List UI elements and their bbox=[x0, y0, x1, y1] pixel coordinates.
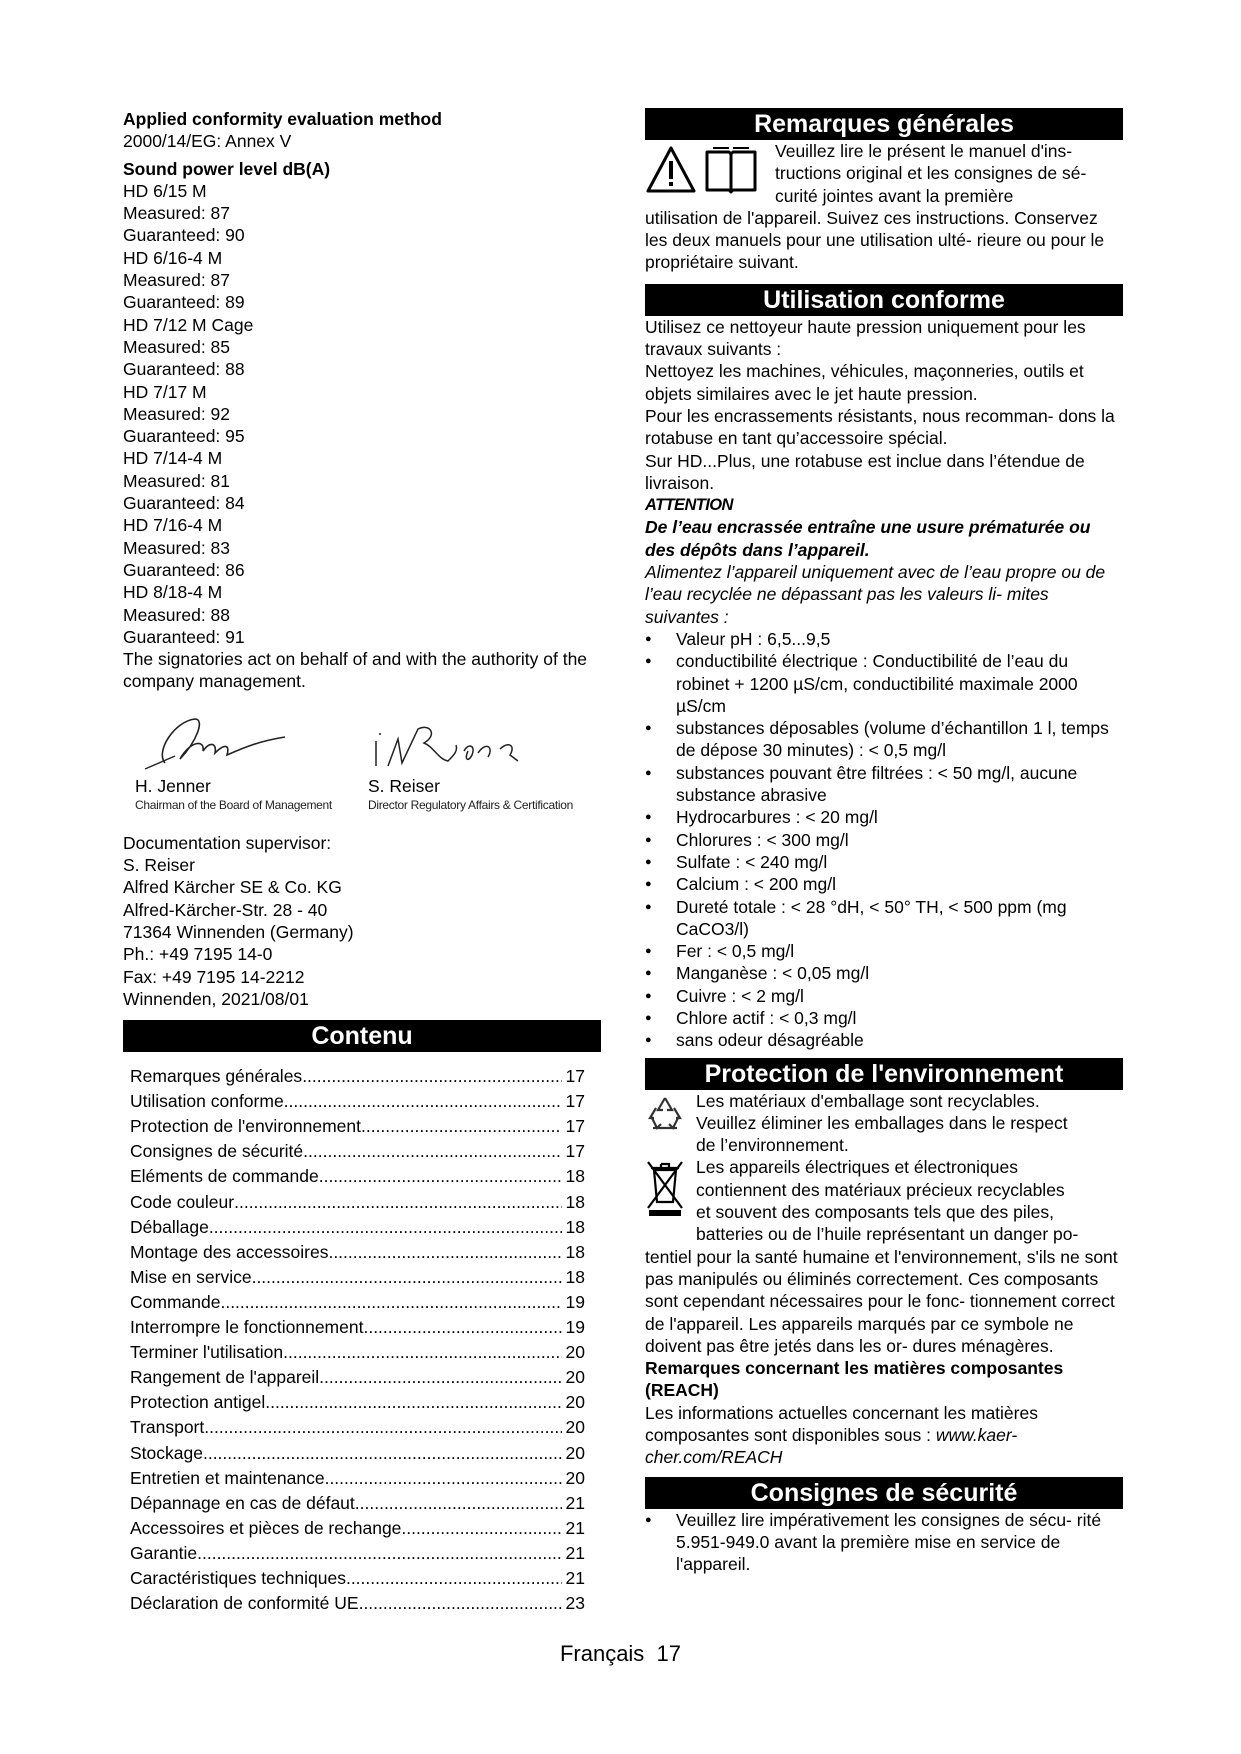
sound-level-line: Measured: 92 bbox=[123, 403, 231, 424]
toc-leader-dots bbox=[303, 1139, 561, 1164]
safety-item: ● Veuillez lire impérativement les consignes de sécu- rité 5.951-949.0 avant la première mise en service de l'appareil. bbox=[645, 1509, 1123, 1576]
sound-level-list bbox=[123, 180, 601, 648]
crossed-bin-icon bbox=[645, 1158, 685, 1218]
toc-leader-dots bbox=[252, 1265, 562, 1290]
documentation-line: S. Reiser bbox=[123, 855, 195, 876]
reach-text bbox=[645, 1402, 1123, 1469]
general-notes-heading: Remarques générales bbox=[645, 108, 1123, 140]
weee-text: tentiel pour la santé humaine et l'environnement, s'ils ne sont pas manipulés ou éliminés correctement. Ces composants sont cependant nécessaires pour le fonc- tionnement correct de l'appareil. Les appareils marqués par ce symbole ne doivent pas être jetés dans les or- dures ménagères. bbox=[645, 1246, 1118, 1356]
sound-level-line: Measured: 81 bbox=[123, 470, 231, 491]
intended-use-heading: Utilisation conforme bbox=[645, 284, 1123, 316]
toc-leader-dots bbox=[234, 1190, 561, 1215]
toc-leader-dots bbox=[209, 1215, 562, 1240]
toc-entry[interactable] bbox=[130, 1190, 585, 1215]
toc-label: Consignes de sécurité bbox=[130, 1141, 304, 1162]
recycling-text bbox=[696, 1090, 1123, 1157]
footer-page-number: 17 bbox=[656, 1641, 682, 1666]
toc-label: Eléments de commande bbox=[130, 1166, 319, 1187]
sound-level-line: Guaranteed: 95 bbox=[123, 426, 245, 447]
toc-entry[interactable] bbox=[130, 1139, 585, 1164]
signature-name: H. Jenner bbox=[135, 775, 211, 796]
sound-level-line: Guaranteed: 90 bbox=[123, 225, 245, 246]
toc-page-number: 18 bbox=[565, 1266, 585, 1287]
toc-page-number: 17 bbox=[565, 1141, 585, 1162]
toc-entry[interactable] bbox=[130, 1340, 585, 1365]
left-column bbox=[123, 108, 601, 1616]
water-limit-item: ● Chlore actif : < 0,3 mg/l bbox=[645, 1007, 1123, 1029]
attention-warning: De l’eau encrassée entraîne une usure prématurée ou des dépôts dans l’appareil. bbox=[645, 517, 1091, 560]
toc-entry[interactable] bbox=[130, 1164, 585, 1189]
general-notes-line: tructions original et les consignes de sé- bbox=[775, 163, 1087, 184]
reach-heading: Remarques concernant les matières composantes (REACH) bbox=[645, 1358, 1064, 1401]
method-title: Applied conformity evaluation method bbox=[123, 109, 442, 129]
documentation-line: 71364 Winnenden (Germany) bbox=[123, 921, 354, 942]
toc-page-number: 20 bbox=[565, 1342, 585, 1363]
sound-level-line: Guaranteed: 86 bbox=[123, 559, 245, 580]
recycling-line: Veuillez éliminer les emballages dans le respect bbox=[696, 1112, 1068, 1133]
sound-level-line: Guaranteed: 88 bbox=[123, 359, 245, 380]
toc-entry[interactable] bbox=[130, 1064, 585, 1089]
toc-label: Dépannage en cas de défaut bbox=[130, 1492, 355, 1513]
weee-line: et souvent des composants tels que des piles, bbox=[696, 1202, 1054, 1223]
weee-line: batteries ou de l’huile représentant un danger po- bbox=[696, 1224, 1079, 1245]
toc-entry[interactable] bbox=[130, 1541, 585, 1566]
toc-label: Entretien et maintenance bbox=[130, 1467, 325, 1488]
signature-role: Chairman of the Board of Management bbox=[135, 797, 332, 812]
documentation-block bbox=[123, 832, 601, 1010]
toc-label: Garantie bbox=[130, 1542, 198, 1563]
documentation-line: Fax: +49 7195 14-2212 bbox=[123, 966, 305, 987]
toc-entry[interactable] bbox=[130, 1466, 585, 1491]
signatories-text: The signatories act on behalf of and with the authority of the company management. bbox=[123, 649, 588, 692]
intended-use-paragraph: Pour les encrassements résistants, nous recomman- dons la rotabuse en tant qu’accessoire spécial. bbox=[645, 405, 1115, 449]
documentation-line: Documentation supervisor: bbox=[123, 832, 332, 853]
toc-label: Accessoires et pièces de rechange bbox=[130, 1517, 402, 1538]
toc-leader-dots bbox=[363, 1315, 561, 1340]
toc-leader-dots bbox=[220, 1290, 561, 1315]
sound-level-line: HD 6/16-4 M bbox=[123, 247, 223, 268]
toc-page-number: 19 bbox=[565, 1317, 585, 1338]
sound-level-line: HD 7/12 M Cage bbox=[123, 314, 254, 335]
weee-line: Les appareils électriques et électroniques bbox=[696, 1157, 1018, 1178]
toc-leader-dots bbox=[319, 1365, 561, 1390]
toc-entry[interactable] bbox=[130, 1290, 585, 1315]
water-limit-item: ● Calcium : < 200 mg/l bbox=[645, 873, 1123, 895]
recycling-line: de l’environnement. bbox=[696, 1135, 849, 1156]
recycling-icon-cell bbox=[645, 1090, 696, 1157]
toc-page-number: 20 bbox=[565, 1417, 585, 1438]
signatures bbox=[135, 711, 601, 814]
toc-label: Protection antigel bbox=[130, 1392, 266, 1413]
water-limit-item: ● sans odeur désagréable bbox=[645, 1029, 1123, 1051]
method-value: 2000/14/EG: Annex V bbox=[123, 131, 292, 152]
toc-page-number: 17 bbox=[565, 1091, 585, 1112]
signature-role: Director Regulatory Affairs & Certification bbox=[368, 797, 573, 812]
toc-page-number: 21 bbox=[565, 1542, 585, 1563]
water-limit-item: ● Cuivre : < 2 mg/l bbox=[645, 985, 1123, 1007]
page-footer bbox=[0, 1641, 1241, 1667]
sound-title: Sound power level dB(A) bbox=[123, 158, 331, 179]
water-limit-item: ● substances pouvant être filtrées : < 50 mg/l, aucune substance abrasive bbox=[645, 762, 1123, 807]
signature-jenner bbox=[135, 711, 368, 814]
toc-entry[interactable] bbox=[130, 1114, 585, 1139]
toc-page-number: 20 bbox=[565, 1467, 585, 1488]
sound-level-line: HD 7/17 M bbox=[123, 381, 207, 402]
toc-entry[interactable] bbox=[130, 1591, 585, 1616]
toc-label: Montage des accessoires bbox=[130, 1241, 329, 1262]
toc-label: Interrompre le fonctionnement bbox=[130, 1317, 364, 1338]
toc-entry[interactable] bbox=[130, 1215, 585, 1240]
sound-level-line: Measured: 87 bbox=[123, 203, 231, 224]
toc-label: Protection de l'environnement bbox=[130, 1116, 361, 1137]
attention-instruction: Alimentez l’appareil uniquement avec de l’eau propre ou de l’eau recyclée ne dépassant pas les valeurs li- mites suivantes : bbox=[645, 562, 1106, 627]
sound-level-line: HD 7/14-4 M bbox=[123, 448, 223, 469]
water-limit-item: ● Chlorures : < 300 mg/l bbox=[645, 829, 1123, 851]
toc-label: Remarques générales bbox=[130, 1066, 303, 1087]
water-limit-item: ● conductibilité électrique : Conductibilité de l’eau du robinet + 1200 µS/cm, conductibilité maximale 2000 µS/cm bbox=[645, 650, 1123, 717]
toc-page-number: 20 bbox=[565, 1367, 585, 1388]
weee-note bbox=[645, 1156, 1123, 1245]
toc-label: Stockage bbox=[130, 1442, 203, 1463]
toc-entry[interactable] bbox=[130, 1491, 585, 1516]
toc-page-number: 18 bbox=[565, 1166, 585, 1187]
toc-leader-dots bbox=[265, 1390, 561, 1415]
toc-page-number: 18 bbox=[565, 1241, 585, 1262]
toc-entry[interactable] bbox=[130, 1240, 585, 1265]
intended-use-paragraph: Sur HD...Plus, une rotabuse est inclue dans l’étendue de livraison. bbox=[645, 450, 1085, 493]
water-limit-item: ● Valeur pH : 6,5...9,5 bbox=[645, 628, 1123, 650]
toc-label: Déclaration de conformité UE bbox=[130, 1593, 359, 1614]
environment-heading: Protection de l'environnement bbox=[645, 1058, 1123, 1090]
toc-entry[interactable] bbox=[130, 1089, 585, 1114]
documentation-line: Alfred-Kärcher-Str. 28 - 40 bbox=[123, 899, 328, 920]
recycling-icon bbox=[645, 1094, 685, 1134]
toc-leader-dots bbox=[328, 1240, 561, 1265]
sound-level-line: HD 7/16-4 M bbox=[123, 515, 223, 536]
water-limit-item: ● substances déposables (volume d’échantillon 1 l, temps de dépose 30 minutes) : < 0,5 mg/l bbox=[645, 717, 1123, 762]
toc-page-number: 18 bbox=[565, 1216, 585, 1237]
toc-leader-dots bbox=[361, 1114, 562, 1139]
toc-page-number: 18 bbox=[565, 1191, 585, 1212]
right-column bbox=[645, 108, 1123, 1576]
general-notes-icon-text bbox=[775, 140, 1123, 207]
reach-description: Les informations actuelles concernant les matières composantes sont disponibles sous : bbox=[645, 1402, 1038, 1446]
toc-leader-dots bbox=[284, 1089, 562, 1114]
footer-language: Français bbox=[559, 1641, 645, 1666]
documentation-line: Winnenden, 2021/08/01 bbox=[123, 988, 309, 1009]
documentation-line: Ph.: +49 7195 14-0 bbox=[123, 944, 273, 965]
toc-leader-dots bbox=[359, 1591, 562, 1616]
toc-page-number: 23 bbox=[565, 1593, 585, 1614]
toc-page-number: 20 bbox=[565, 1392, 585, 1413]
general-notes-intro bbox=[645, 140, 1123, 207]
water-limit-item: ● Fer : < 0,5 mg/l bbox=[645, 940, 1123, 962]
sound-level-line: HD 6/15 M bbox=[123, 180, 207, 201]
general-notes-text: utilisation de l'appareil. Suivez ces instructions. Conservez les deux manuels pour une utilisation ulté- rieure ou pour le propriétaire suivant. bbox=[645, 207, 1105, 273]
toc-entry[interactable] bbox=[130, 1390, 585, 1415]
table-of-contents bbox=[130, 1064, 585, 1616]
toc-entry[interactable] bbox=[130, 1315, 585, 1340]
toc-leader-dots bbox=[197, 1541, 561, 1566]
general-notes-line: Veuillez lire le présent le manuel d'ins- bbox=[775, 141, 1073, 161]
toc-label: Code couleur bbox=[130, 1191, 235, 1212]
toc-label: Utilisation conforme bbox=[130, 1091, 284, 1112]
toc-leader-dots bbox=[346, 1566, 562, 1591]
reach-link[interactable]: www.kaer- cher.com/REACH bbox=[645, 1425, 1018, 1468]
sound-level-line: Guaranteed: 89 bbox=[123, 292, 245, 313]
toc-label: Mise en service bbox=[130, 1266, 252, 1287]
general-notes-line: curité jointes avant la première bbox=[775, 185, 1014, 206]
sound-level-line: Guaranteed: 91 bbox=[123, 626, 245, 647]
weee-icon-cell bbox=[645, 1156, 696, 1245]
toc-label: Rangement de l'appareil bbox=[130, 1367, 320, 1388]
toc-entry[interactable] bbox=[130, 1566, 585, 1591]
toc-page-number: 20 bbox=[565, 1442, 585, 1463]
toc-leader-dots bbox=[302, 1064, 561, 1089]
toc-entry[interactable] bbox=[130, 1365, 585, 1390]
warning-triangle-icon bbox=[645, 144, 697, 196]
toc-label: Déballage bbox=[130, 1216, 209, 1237]
toc-label: Commande bbox=[130, 1291, 221, 1312]
toc-leader-dots bbox=[204, 1415, 561, 1440]
toc-leader-dots bbox=[325, 1466, 562, 1491]
signature-jenner-image bbox=[135, 711, 335, 771]
water-limits-list bbox=[645, 628, 1123, 1052]
toc-entry[interactable] bbox=[130, 1265, 585, 1290]
toc-page-number: 17 bbox=[565, 1066, 585, 1087]
water-limit-item: ● Sulfate : < 240 mg/l bbox=[645, 851, 1123, 873]
toc-page-number: 17 bbox=[565, 1116, 585, 1137]
sound-level-line: HD 8/18-4 M bbox=[123, 582, 223, 603]
toc-leader-dots bbox=[319, 1164, 562, 1189]
water-limit-item: ● Manganèse : < 0,05 mg/l bbox=[645, 962, 1123, 984]
toc-page-number: 21 bbox=[565, 1567, 585, 1588]
toc-leader-dots bbox=[203, 1441, 562, 1466]
toc-label: Terminer l'utilisation bbox=[130, 1342, 284, 1363]
toc-leader-dots bbox=[355, 1491, 562, 1516]
weee-line: contiennent des matériaux précieux recyclables bbox=[696, 1179, 1065, 1200]
safety-list bbox=[645, 1509, 1123, 1576]
signature-reiser-image bbox=[368, 711, 568, 771]
intended-use-paragraph: Nettoyez les machines, véhicules, maçonneries, outils et objets similaires avec le jet haute pression. bbox=[645, 361, 1084, 404]
signature-reiser bbox=[368, 711, 601, 814]
toc-page-number: 21 bbox=[565, 1517, 585, 1538]
toc-entry[interactable] bbox=[130, 1415, 585, 1440]
toc-entry[interactable] bbox=[130, 1516, 585, 1541]
intended-use-text bbox=[645, 316, 1123, 494]
documentation-line: Alfred Kärcher SE & Co. KG bbox=[123, 877, 342, 898]
sound-level-line: Measured: 87 bbox=[123, 270, 231, 291]
recycling-note bbox=[645, 1090, 1123, 1157]
weee-icon-text bbox=[696, 1156, 1123, 1245]
signature-name: S. Reiser bbox=[368, 775, 440, 796]
sound-level-line: Measured: 85 bbox=[123, 336, 231, 357]
sound-level-line: Measured: 88 bbox=[123, 604, 231, 625]
toc-page-number: 19 bbox=[565, 1291, 585, 1312]
manual-book-icon bbox=[703, 144, 759, 196]
intended-use-paragraph: Utilisez ce nettoyeur haute pression uniquement pour les travaux suivants : bbox=[645, 316, 1086, 360]
toc-label: Caractéristiques techniques bbox=[130, 1567, 346, 1588]
sound-level-line: Measured: 83 bbox=[123, 537, 231, 558]
recycling-line: Les matériaux d'emballage sont recyclables. bbox=[696, 1090, 1040, 1111]
sound-level-line: Guaranteed: 84 bbox=[123, 493, 245, 514]
safety-heading: Consignes de sécurité bbox=[645, 1477, 1123, 1509]
toc-entry[interactable] bbox=[130, 1441, 585, 1466]
toc-page-number: 21 bbox=[565, 1492, 585, 1513]
attention-label: ATTENTION bbox=[645, 496, 733, 515]
toc-leader-dots bbox=[283, 1340, 561, 1365]
contents-heading: Contenu bbox=[123, 1020, 601, 1052]
warning-icons bbox=[645, 140, 775, 207]
water-limit-item: ● Dureté totale : < 28 °dH, < 50° TH, < 500 ppm (mg CaCO3/l) bbox=[645, 896, 1123, 941]
water-limit-item: ● Hydrocarbures : < 20 mg/l bbox=[645, 806, 1123, 828]
toc-leader-dots bbox=[401, 1516, 561, 1541]
toc-label: Transport bbox=[130, 1417, 205, 1438]
